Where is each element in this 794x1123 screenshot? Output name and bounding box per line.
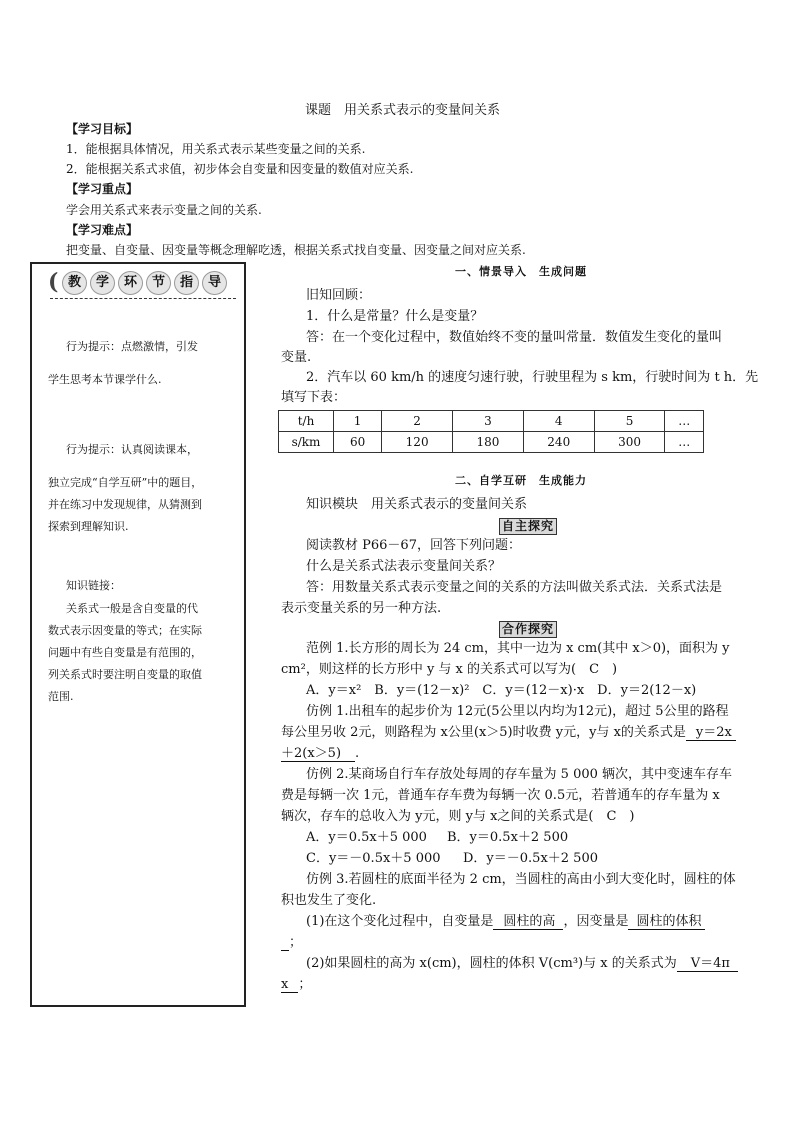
followup3-part1-text-b: ，因变量是: [563, 914, 629, 929]
table-cell: …: [665, 411, 704, 432]
link-label: 知识链接：: [66, 579, 121, 592]
tip2-line1: 行为提示：认真阅读课本，: [66, 443, 198, 456]
speed-table: [278, 410, 704, 453]
question-1: 1．什么是常量？什么是变量？: [306, 309, 484, 324]
banner-char: 教: [62, 271, 87, 295]
tip2-line3: 并在练习中发现规律，从猜测到: [48, 498, 202, 511]
table-cell: 1: [334, 411, 382, 432]
table-cell: …: [665, 432, 704, 453]
link-line5: 范围.: [48, 690, 74, 703]
followup3-part2-text: (2)如果圆柱的高为 x(cm)，圆柱的体积 V(cm³)与 x 的关系式为: [306, 956, 677, 971]
page-title: 课题 用关系式表示的变量间关系: [305, 103, 501, 118]
example1-options: A．y＝x² B．y＝(12－x)² C．y＝(12－x)·x D．y＝2(12－x): [306, 683, 697, 698]
followup2-line3: 辆次，存车的总收入为 y元，则 y与 x之间的关系式是( C ): [281, 809, 635, 824]
question-2-line2: 填写下表：: [281, 390, 347, 405]
followup3-part1-answer2: 圆柱的体积: [628, 914, 705, 930]
followup1-line3: ＋2(x＞5) .: [281, 746, 360, 761]
table-row: [279, 432, 704, 453]
tip1-line1: 行为提示：点燃激情，引发: [66, 340, 198, 353]
answer-1-line2: 变量.: [281, 350, 312, 365]
example1-line1: 范例 1.长方形的周长为 24 cm，其中一边为 x cm(其中 x＞0)，面积为 y: [306, 641, 730, 656]
followup3-part1: [306, 913, 705, 931]
banner-bracket-left: (: [48, 269, 59, 295]
followup2-option-b: B．y＝0.5x＋2 500: [447, 830, 569, 845]
cooperation-label: 合作探究: [499, 621, 557, 638]
goals-label: 【学习目标】: [66, 122, 139, 136]
banner-char: 指: [174, 271, 199, 295]
followup3-part1-text-a: (1)在这个变化过程中，自变量是: [306, 914, 494, 929]
followup1-line1: 仿例 1.出租车的起步价为 12元(5公里以内均为12元)，超过 5公里的路程: [306, 704, 729, 719]
tip2-line2: 独立完成“自学互研”中的题目，: [48, 476, 203, 489]
table-cell: 4: [523, 411, 594, 432]
followup3-line1: 仿例 3.若圆柱的底面半径为 2 cm，当圆柱的高由小到大变化时，圆柱的体: [306, 872, 736, 887]
concept-answer-line2: 表示变量关系的另一种方法.: [281, 601, 442, 616]
followup3-part2-answer1: V＝4π: [677, 956, 738, 972]
banner-char: 环: [118, 271, 143, 295]
section1-heading: 一、情景导入 生成问题: [455, 265, 587, 278]
section2-heading: 二、自学互研 生成能力: [455, 474, 587, 487]
self-study-label: 自主探究: [499, 518, 557, 535]
table-cell: 180: [453, 432, 524, 453]
table-cell: 2: [382, 411, 453, 432]
guide-banner: [34, 266, 234, 296]
difficulty-label: 【学习难点】: [66, 223, 139, 237]
table-cell: t/h: [279, 411, 334, 432]
followup1-line2: [281, 724, 736, 742]
goal-2: 2．能根据关系式求值，初步体会自变量和因变量的数值对应关系.: [66, 162, 414, 176]
followup2-line2: 费是每辆一次 1元，普通车存车费为每辆一次 0.5元，若普通车的存车量为 x: [281, 788, 720, 803]
followup1-answer-a: y＝2x: [686, 725, 736, 741]
followup2-line1: 仿例 2.某商场自行车存放处每周的存车量为 5 000 辆次，其中变速车存车: [306, 767, 733, 782]
table-cell: 300: [594, 432, 665, 453]
concept-answer-line1: 答：用数量关系式表示变量之间的关系的方法叫做关系式法．关系式法是: [306, 580, 723, 595]
followup3-part2-answer2: x: [281, 977, 298, 993]
table-cell: 3: [453, 411, 524, 432]
question-2-line1: 2．汽车以 60 km/h 的速度匀速行驶，行驶里程为 s km，行驶时间为 t h．先: [306, 370, 759, 385]
review-label: 旧知回顾：: [306, 288, 372, 303]
banner-char: 节: [146, 271, 171, 295]
followup1-answer-b: ＋2(x＞5): [281, 746, 355, 762]
table-cell: s/km: [279, 432, 334, 453]
banner-char: 学: [90, 271, 115, 295]
followup3-part1-answer1: 圆柱的高: [493, 914, 563, 930]
tip1-line2: 学生思考本节课学什么.: [48, 373, 162, 386]
followup2-option-d: D．y＝－0.5x＋2 500: [463, 851, 598, 866]
answer-1-line1: 答：在一个变化过程中，数值始终不变的量叫常量．数值发生变化的量叫: [306, 330, 723, 345]
example1-line2: cm²，则这样的长方形中 y 与 x 的关系式可以写为( C ): [281, 662, 618, 677]
followup1-text: 每公里另收 2元，则路程为 x公里(x＞5)时收费 y元，y与 x的关系式是: [281, 725, 686, 740]
tip2-line4: 探索到理解知识.: [48, 520, 129, 533]
goal-1: 1．能根据具体情况，用关系式表示某些变量之间的关系.: [66, 142, 366, 156]
followup3-line2: 积也发生了变化.: [281, 893, 377, 908]
link-line3: 问题中有些自变量是有范围的，: [48, 646, 202, 659]
followup2-option-a: A．y＝0.5x＋5 000: [306, 830, 427, 845]
concept-question: 什么是关系式法表示变量间关系？: [306, 559, 502, 574]
table-cell: 240: [523, 432, 594, 453]
followup3-part1-cont: ；: [281, 934, 302, 952]
banner-divider: [50, 298, 236, 299]
module-title: 知识模块 用关系式表示的变量间关系: [306, 497, 528, 512]
key-text: 学会用关系式来表示变量之间的关系.: [66, 203, 262, 217]
banner-char: 导: [202, 271, 227, 295]
difficulty-text: 把变量、自变量、因变量等概念理解吃透，根据关系式找自变量、因变量之间对应关系.: [66, 243, 526, 257]
table-row: [279, 411, 704, 432]
followup3-part2-cont: x ；: [281, 977, 312, 992]
table-cell: 120: [382, 432, 453, 453]
key-label: 【学习重点】: [66, 182, 139, 196]
read-instruction: 阅读教材 P66－67，回答下列问题：: [306, 538, 521, 553]
followup2-option-c: C．y＝－0.5x＋5 000: [306, 851, 441, 866]
link-line1: 关系式一般是含自变量的代: [66, 602, 198, 615]
table-cell: 5: [594, 411, 665, 432]
link-line4: 列关系式时要注明自变量的取值: [48, 668, 202, 681]
table-cell: 60: [334, 432, 382, 453]
link-line2: 数式表示因变量的等式；在实际: [48, 624, 202, 637]
followup3-part2: [306, 955, 738, 973]
